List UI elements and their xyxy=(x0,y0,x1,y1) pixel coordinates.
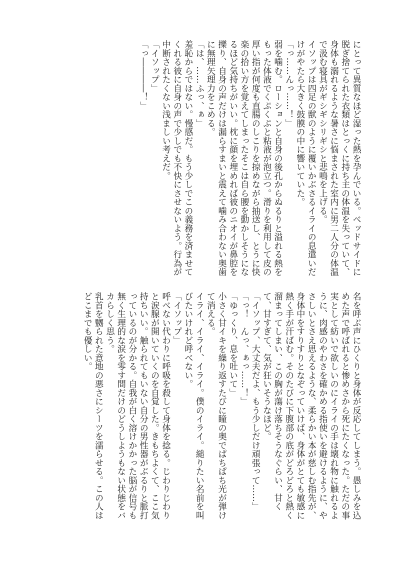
paragraph: 乳首を嬲られた意地の悪さにシーツを濡らせる。この人はどこまでも優しい。 xyxy=(82,292,104,520)
dialogue-line: 「イソップ、大丈夫だよ、もう少しだけ頑張って……」 xyxy=(250,292,261,511)
dialogue-line: 「イソップ」 xyxy=(149,40,160,93)
text-column-bottom xyxy=(31,292,361,524)
text-column-top xyxy=(31,40,361,278)
paragraph: 弱を噛む。ローションと自身の後孔からぬるりと溢れる熱をもった体液でくぷくぷと粘液が泡立つ。滑りを利用して皮の厚い指が何度も直腸のしこりを掠めながら抽送し、とうに快楽の拾い方を覚えてしまったそこは自ら腰を動かしそうになるほど気持ちがいい。枕に顔を埋めれば彼のニオイが鼻腔を擽り、自身の声だけは漏らすまいと震えて噛み合わない奥歯に無理矢理力をこめる。 xyxy=(205,40,283,277)
paragraph: イライ、イライ、イライ。僕のイライ。縋りたい名前を叫びたいけれど呼べない。 xyxy=(182,292,205,520)
paragraph: イソップは四足の獣のように覆いかぶさるイライの息遣いだけがやたら大きく鼓膜の中に響いていた。 xyxy=(294,40,317,277)
paragraph: にとって異質なほど湿った熱を孕んでいる。ベッドサイドに脱ぎ捨てられた衣類はとっくに持ち主の体温を失っていて、身体も溺れるような暑さに悩まされた室内に男二人分の体温で汲む寝具がギシギシリギシと悲鳴を上げる。 xyxy=(317,40,361,277)
dialogue-line: 「っ……んっ……！」 xyxy=(283,40,294,128)
paragraph: 小さく甘イキを繰り返すたびに瞳の奥でぱちぱち光が弾けて消える。 xyxy=(205,292,227,520)
paragraph: 名を呼ぶ声にひくりと身体が反応してしまう。愚しみを込めた声で呼ばれると惨めさから死にたくなった。ただの事実として紡いで欲しいのにイライの手は壊れ物に触れるように、肉感のやわさを確かめる指使いを避けるように、やさしいとさえ思えるような、柔らかい本が慈しむ指先が、身体中をすりすりとなぞっていけば、身体がとても敏感に熱く手が汗ばむ。そのたびに下腹部の底がどろどろと熱く溜まってしまい、この胸が蕩け落ちそうなぐらい、甘くて、甘すぎて、気が狂いそうなほど。 xyxy=(261,292,361,520)
dialogue-line: 「ゆっくり、息を吐いて」 xyxy=(227,292,238,397)
dialogue-line: 「っ！ んっ、ぁっ……！」 xyxy=(238,292,249,406)
dialogue-line: 「イソップ」 xyxy=(171,292,182,345)
dialogue-line: 「は、……ふっ、ぁ」 xyxy=(194,40,205,128)
paragraph: 羞恥からではない。慢感だ。もう少しでこの義務を済ませてくれる彼に自身の声で少しでも不快にさせないよう。行為が中断されたくない浅ましい考えだ。 xyxy=(160,40,193,277)
dialogue-line: 「っ――――！」 xyxy=(138,40,149,110)
paragraph: 呼べない代わりに呼吸を殺して身体を捻る。じわりじわりと涙腺が開いていくのを自覚した。きもちよくて、ここ気持ちいい。触られてもいない自分の男性器がぶるりと脈打っているのが分かる。自我が白く溶けかかった脳が信号も無く生理的な涙を零す間だけのどうしようもない状態をバカらしく思う。 xyxy=(104,292,171,520)
